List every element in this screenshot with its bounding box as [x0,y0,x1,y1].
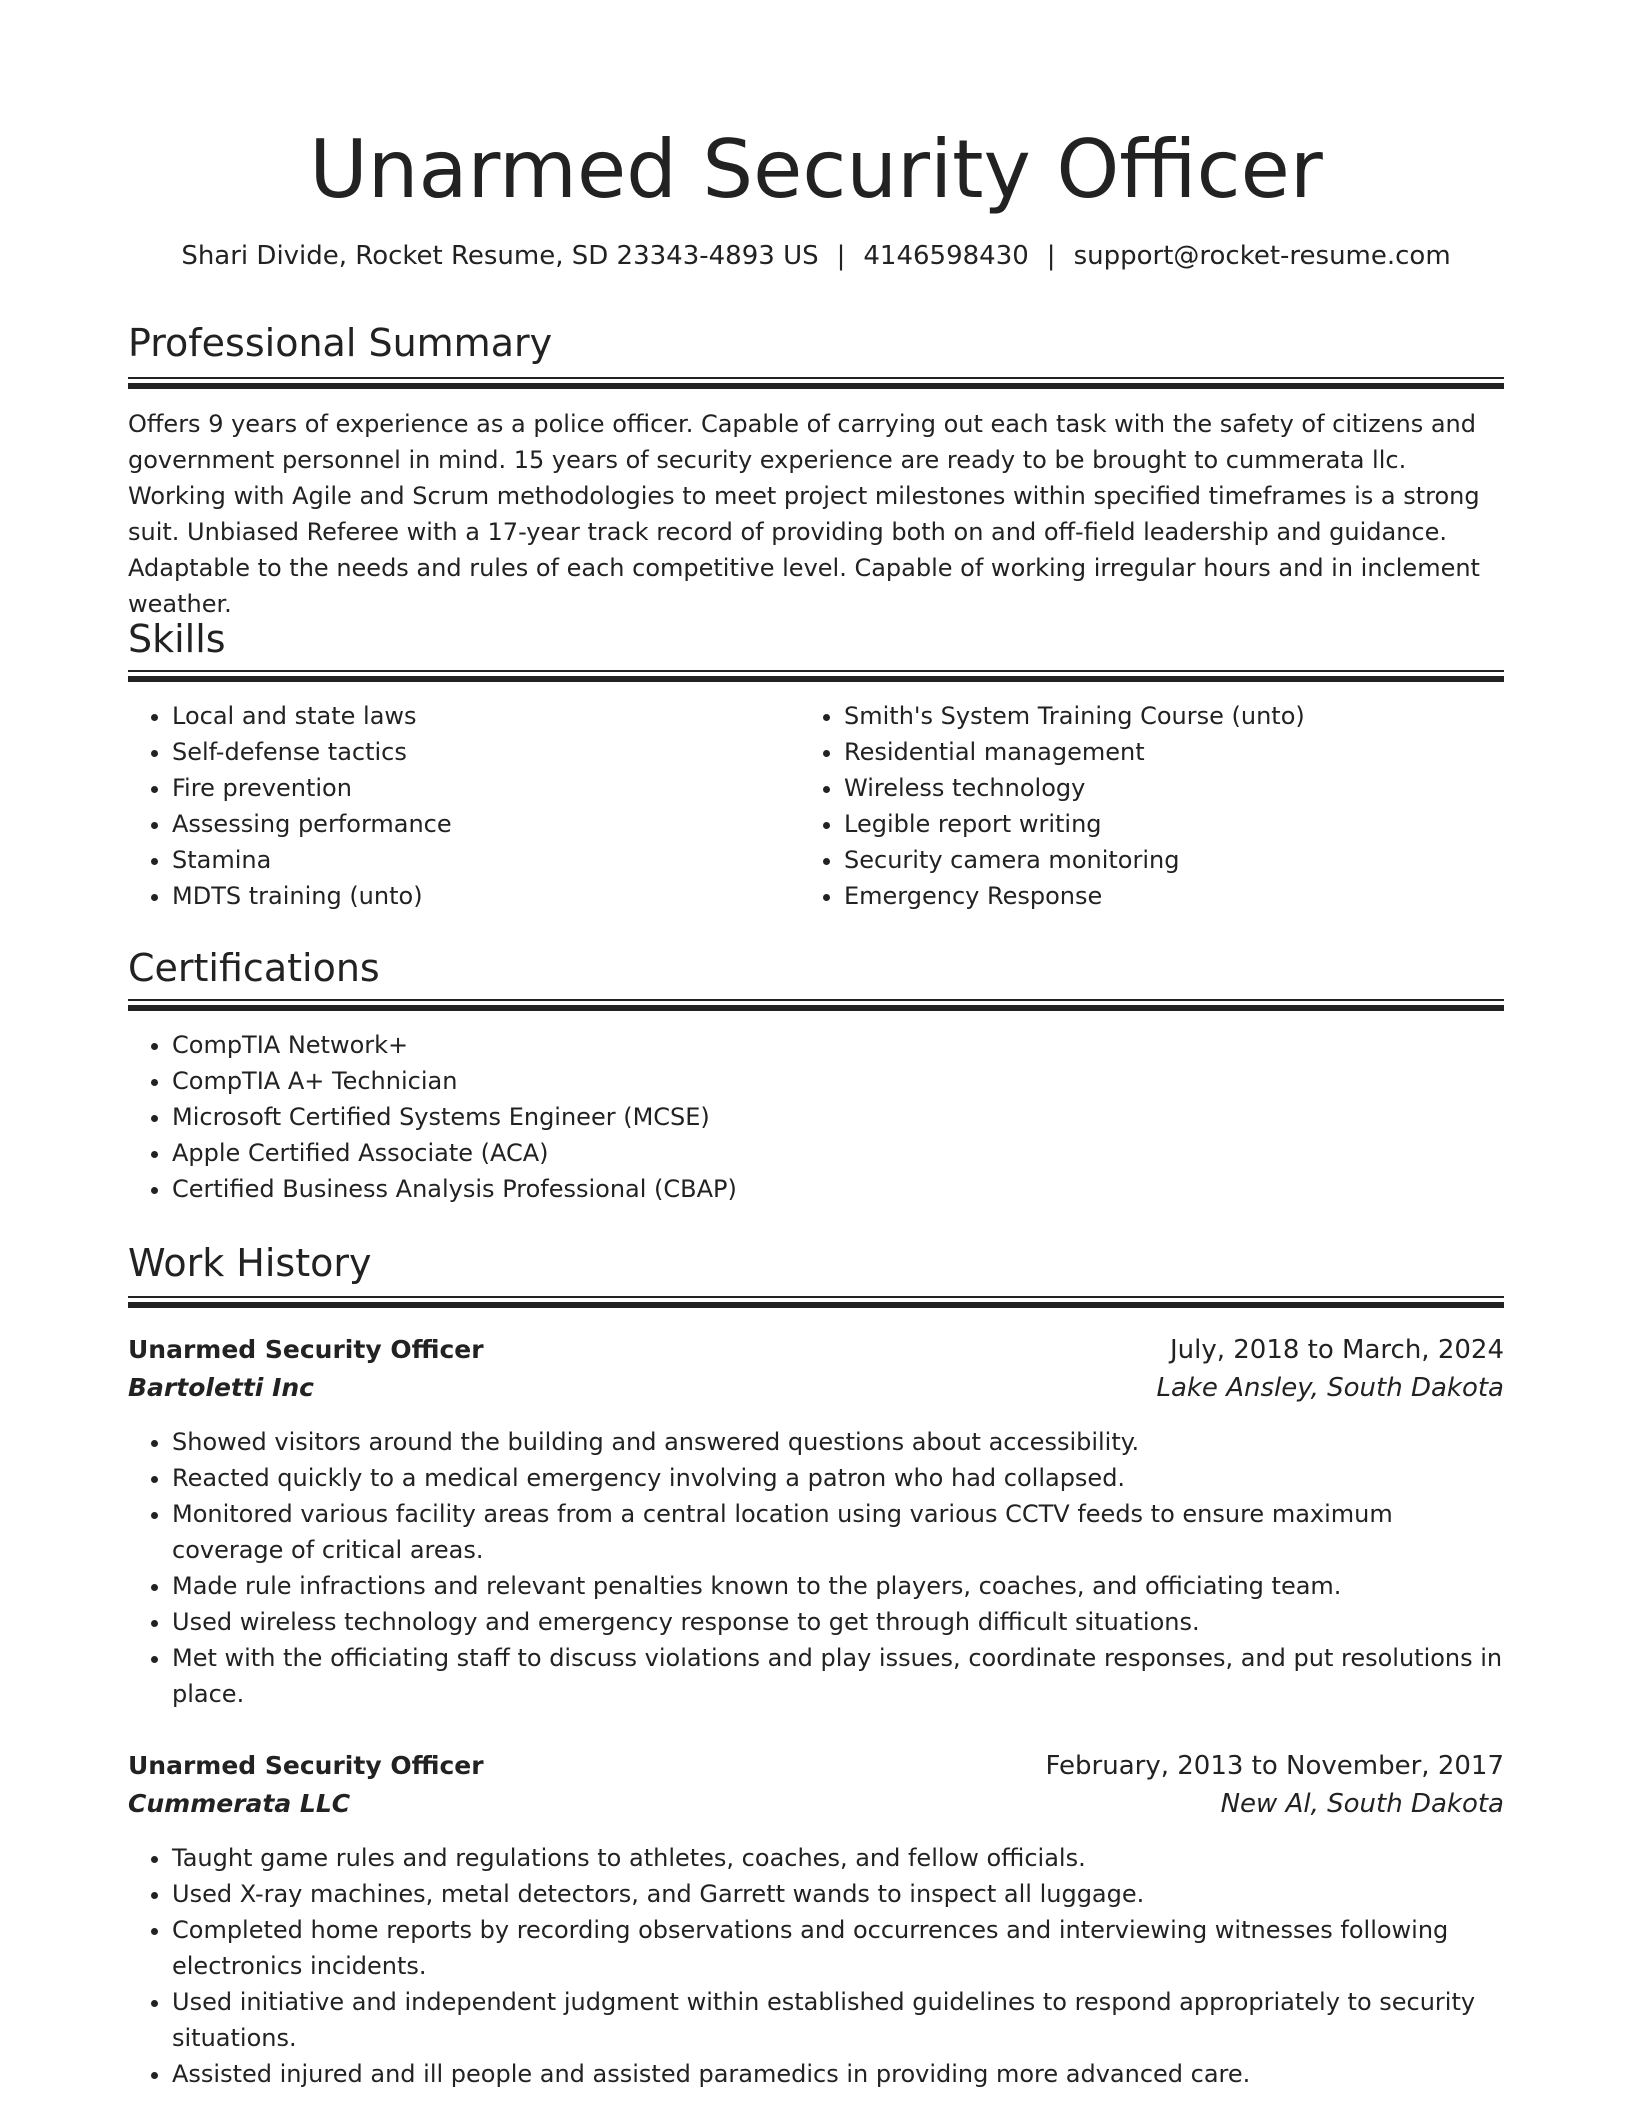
section-divider [128,377,1504,387]
list-item: • Used wireless technology and emergency response to get through difficult situations. [172,1604,1504,1640]
contact-separator: | [1046,241,1056,271]
job-location: New Al, South Dakota [1220,1789,1504,1819]
list-item: • Local and state laws [172,698,768,734]
list-item: • Taught game rules and regulations to athletes, coaches, and fellow officials. [172,1840,1504,1876]
contact-address: Shari Divide, Rocket Resume, SD 23343-4893 US [181,241,819,271]
certifications-list [128,1027,1128,1207]
job-dates: February, 2013 to November, 2017 [1045,1751,1504,1781]
certifications-block [128,1027,1128,1207]
list-item: • Made rule infractions and relevant penalties known to the players, coaches, and officiating team. [172,1568,1504,1604]
section-title-summary: Professional Summary [128,321,553,365]
job-company: Cummerata LLC [128,1789,351,1818]
list-item: • CompTIA A+ Technician [172,1063,1128,1099]
section-title-certifications: Certifications [128,946,380,990]
job-duties [128,1424,1504,1712]
list-item: • Microsoft Certified Systems Engineer (MCSE) [172,1099,1128,1135]
list-item: • Residential management [844,734,1440,770]
list-item: • Met with the officiating staff to discuss violations and play issues, coordinate responses, and put resolutions in place. [172,1640,1504,1712]
section-divider [128,999,1504,1009]
job-dates: July, 2018 to March, 2024 [1169,1335,1504,1365]
section-title-skills: Skills [128,617,226,661]
list-item: • Emergency Response [844,878,1440,914]
list-item: • Showed visitors around the building and answered questions about accessibility. [172,1424,1504,1460]
summary-text: Offers 9 years of experience as a police officer. Capable of carrying out each task with the safety of citizens and government personnel in mind. 15 years of security experience are ready to be brought to cummerata llc. Working with Agile and Scrum methodologies to meet project milestones within specified timeframes is a strong suit. Unbiased Referee with a 17-year track record of providing both on and off-field leadership and guidance. Adaptable to the needs and rules of each competitive level. Capable of working irregular hours and in inclement weather. [128,410,1480,618]
list-item: • Used initiative and independent judgment within established guidelines to respond appropriately to security situations. [172,1984,1504,2056]
contact-separator: | [836,241,846,271]
list-item: • Apple Certified Associate (ACA) [172,1135,1128,1171]
list-item: • Fire prevention [172,770,768,806]
skills-list-left [128,698,768,914]
job-duties-list [128,1840,1504,2092]
skills-column-left [128,698,768,914]
section-divider [128,1296,1504,1306]
skills-list-right [800,698,1440,914]
job-location: Lake Ansley, South Dakota [1156,1373,1504,1403]
section-title-work-history: Work History [128,1241,372,1285]
list-item: • Assessing performance [172,806,768,842]
resume-name: Unarmed Security Officer [309,123,1323,216]
list-item: • Assisted injured and ill people and assisted paramedics in providing more advanced care. [172,2056,1504,2092]
job-company: Bartoletti Inc [128,1373,314,1402]
contact-email[interactable]: support@rocket-resume.com [1073,241,1451,271]
job-duties [128,1840,1504,2092]
contact-line [128,238,1504,274]
list-item: • Wireless technology [844,770,1440,806]
list-item: • Used X-ray machines, metal detectors, and Garrett wands to inspect all luggage. [172,1876,1504,1912]
list-item: • Completed home reports by recording observations and occurrences and interviewing witnesses following electronics incidents. [172,1912,1504,1984]
list-item: • MDTS training (unto) [172,878,768,914]
list-item: • Monitored various facility areas from a central location using various CCTV feeds to ensure maximum coverage of critical areas. [172,1496,1504,1568]
skills-column-right [800,698,1440,914]
job-title: Unarmed Security Officer [128,1335,484,1364]
job-duties-list [128,1424,1504,1712]
contact-phone: 4146598430 [863,241,1029,271]
list-item: • Self-defense tactics [172,734,768,770]
list-item: • Legible report writing [844,806,1440,842]
list-item: • Certified Business Analysis Professional (CBAP) [172,1171,1128,1207]
job-title: Unarmed Security Officer [128,1751,484,1780]
section-divider [128,670,1504,680]
list-item: • Stamina [172,842,768,878]
list-item: • CompTIA Network+ [172,1027,1128,1063]
list-item: • Smith's System Training Course (unto) [844,698,1440,734]
list-item: • Security camera monitoring [844,842,1440,878]
list-item: • Reacted quickly to a medical emergency involving a patron who had collapsed. [172,1460,1504,1496]
